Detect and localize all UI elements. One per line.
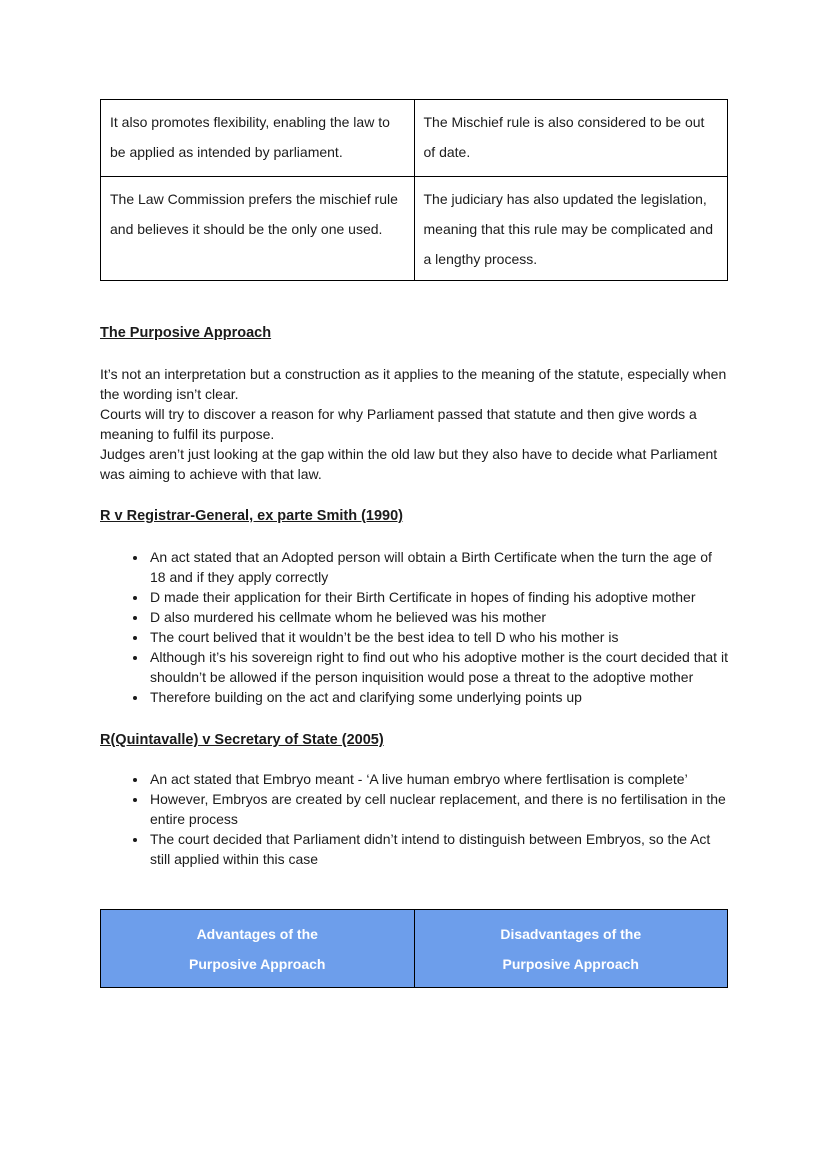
bullet-item: • However, Embryos are created by cell nuclear replacement, and there is no fertilisation in the entire process <box>148 789 728 829</box>
purposive-approach-table-header <box>100 909 728 988</box>
bullet-item: • An act stated that an Adopted person will obtain a Birth Certificate when the turn the age of 18 and if they apply correctly <box>148 547 728 587</box>
paragraph: Judges aren’t just looking at the gap within the old law but they also have to decide what Parliament was aiming to achieve with that law. <box>100 446 718 482</box>
table-header-row <box>101 910 728 988</box>
table-cell-purposive-advantages-header <box>101 910 415 988</box>
bullet-item: • D also murdered his cellmate whom he believed was his mother <box>148 607 728 627</box>
quintavalle-case-bullet-list <box>100 769 728 869</box>
mischief-rule-table <box>100 99 728 281</box>
paragraph: It’s not an interpretation but a construction as it applies to the meaning of the statute, especially when the wording isn’t clear. <box>100 366 727 402</box>
smith-case-heading: R v Registrar-General, ex parte Smith (1990) <box>100 508 404 524</box>
purposive-approach-paragraphs <box>100 364 728 484</box>
table-row <box>101 177 728 281</box>
quintavalle-case-heading: R(Quintavalle) v Secretary of State (2005) <box>100 732 384 748</box>
paragraph: Courts will try to discover a reason for why Parliament passed that statute and then give words a meaning to fulfil its purpose. <box>100 406 697 442</box>
table-cell-purposive-disadvantages-header <box>414 910 728 988</box>
advantages-header-label: Advantages of the Purposive Approach <box>189 925 326 972</box>
bullet-item: • D made their application for their Birth Certificate in hopes of finding his adoptive mother <box>148 587 728 607</box>
bullet-item: • The court decided that Parliament didn’t intend to distinguish between Embryos, so the Act still applied within this case <box>148 829 728 869</box>
table-cell-mischief-advantage: The Law Commission prefers the mischief rule and believes it should be the only one used. <box>101 177 415 281</box>
bullet-item: • The court belived that it wouldn’t be the best idea to tell D who his mother is <box>148 627 728 647</box>
purposive-approach-heading: The Purposive Approach <box>100 325 272 341</box>
smith-case-bullet-list <box>100 547 728 707</box>
table-row <box>101 100 728 177</box>
bullet-item: • An act stated that Embryo meant - ‘A live human embryo where fertlisation is complete’ <box>148 769 728 789</box>
table-cell-mischief-disadvantage: The judiciary has also updated the legislation, meaning that this rule may be complicated and a lengthy process. <box>414 177 728 281</box>
table-cell-mischief-disadvantage: The Mischief rule is also considered to be out of date. <box>414 100 728 177</box>
bullet-item: • Although it’s his sovereign right to find out who his adoptive mother is the court decided that it shouldn’t be allowed if the person inquisition would pose a threat to the adoptive mother <box>148 647 728 687</box>
table-cell-mischief-advantage: It also promotes flexibility, enabling the law to be applied as intended by parliament. <box>101 100 415 177</box>
bullet-item: • Therefore building on the act and clarifying some underlying points up <box>148 687 728 707</box>
disadvantages-header-label: Disadvantages of the Purposive Approach <box>500 925 642 972</box>
